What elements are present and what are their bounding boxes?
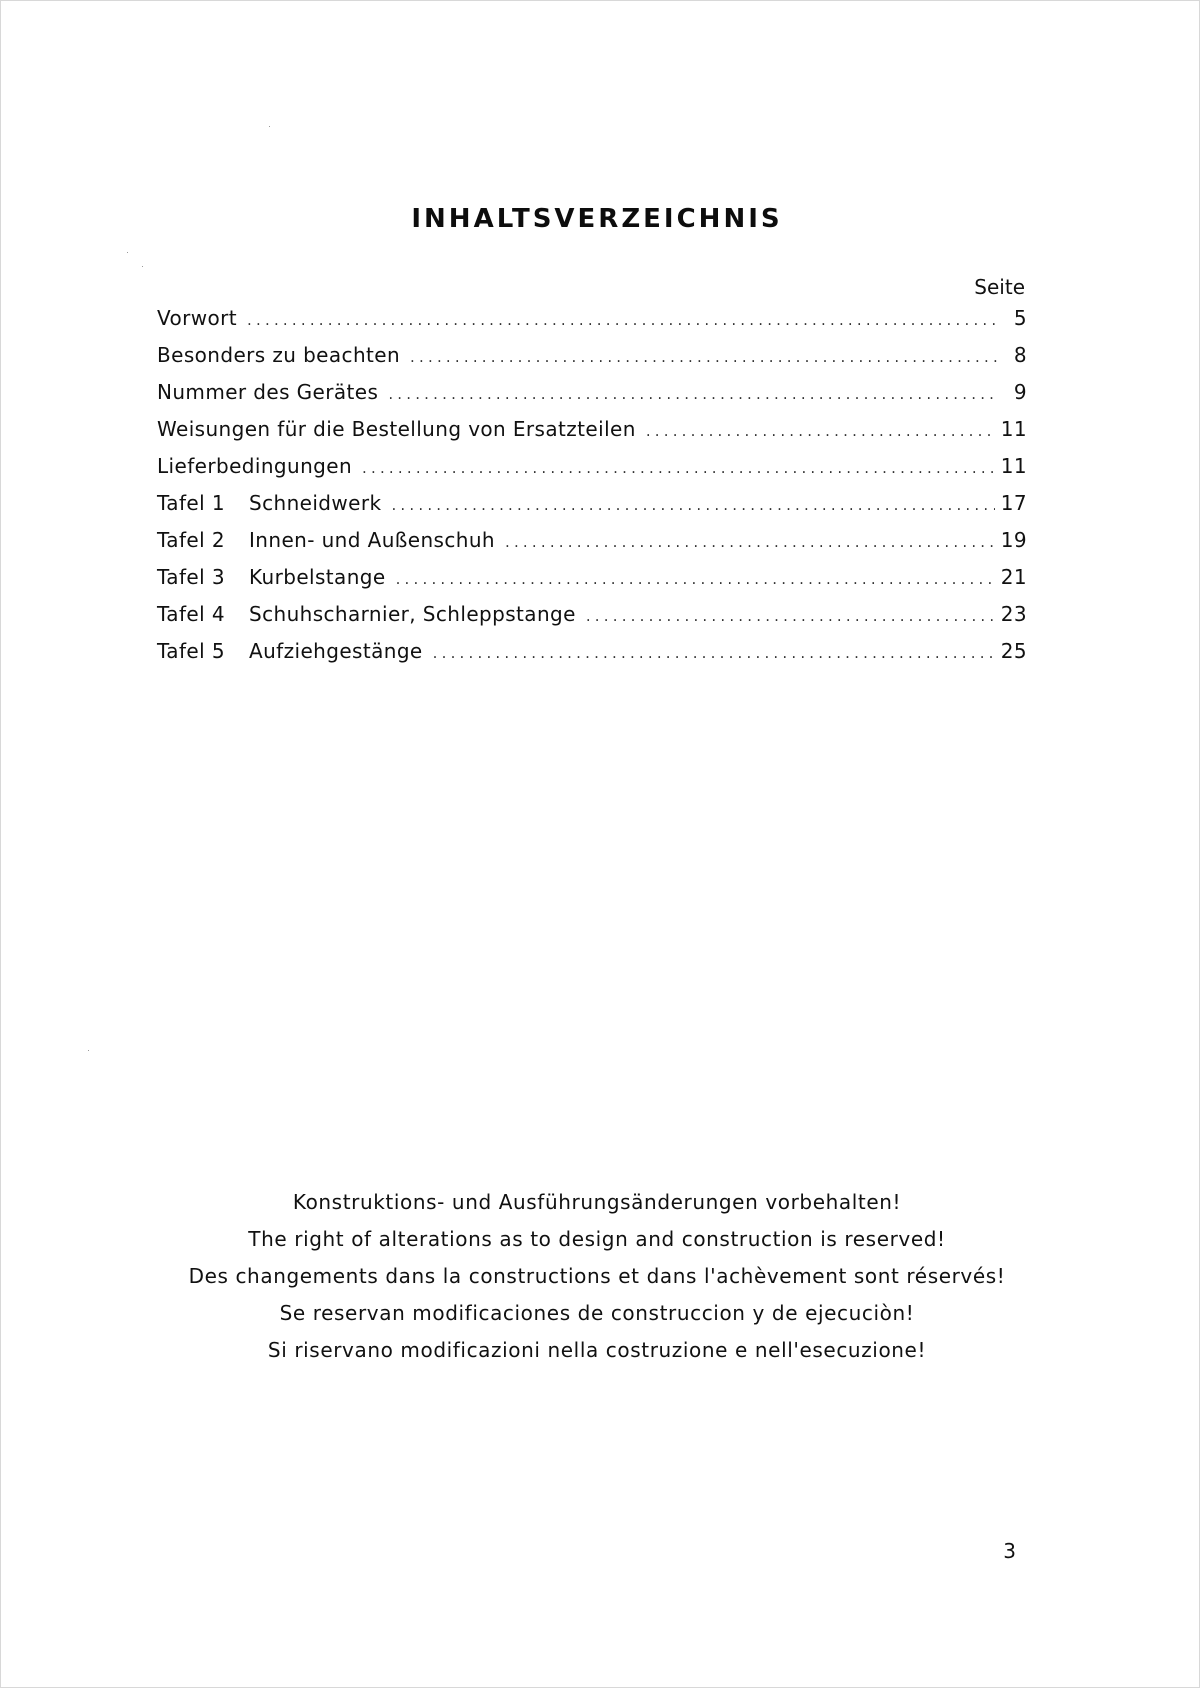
toc-entry-page: 23 [1000, 602, 1027, 626]
toc-entry-label: Besonders zu beachten [157, 343, 401, 367]
toc-entry-page: 25 [1000, 639, 1027, 663]
notice-line-german: Konstruktions- und Ausführungsänderungen vorbehalten! [292, 1190, 902, 1214]
toc-entry-page: 17 [1000, 491, 1027, 515]
toc-entry [157, 565, 1027, 602]
toc-entry-label: Weisungen für die Bestellung von Ersatzteilen [157, 417, 636, 441]
table-of-contents [157, 306, 1027, 676]
dot-leader [410, 348, 997, 366]
toc-entry-label: Lieferbedingungen [157, 454, 353, 478]
scan-speck [142, 266, 143, 267]
toc-entry-page: 9 [1013, 380, 1027, 404]
dot-leader [391, 496, 994, 514]
toc-entry-plate-number: Tafel 1 [157, 491, 225, 515]
toc-entry-plate-number: Tafel 4 [157, 602, 225, 626]
toc-entry [157, 306, 1027, 343]
dot-leader [396, 570, 995, 588]
notice-line-spanish: Se reservan modificaciones de construccion y de ejecuciòn! [279, 1301, 915, 1325]
toc-entry-label: Schneidwerk [249, 491, 382, 515]
toc-entry-page: 11 [1000, 417, 1027, 441]
dot-leader [433, 644, 995, 662]
toc-entry-plate-number: Tafel 5 [157, 639, 225, 663]
toc-entry-label: Schuhscharnier, Schleppstange [249, 602, 576, 626]
dot-leader [362, 459, 995, 477]
scan-speck [269, 126, 270, 127]
toc-entry [157, 343, 1027, 380]
toc-entry-page: 5 [1013, 306, 1027, 330]
dot-leader [505, 533, 995, 551]
toc-entry [157, 417, 1027, 454]
toc-entry [157, 491, 1027, 528]
toc-entry-label: Vorwort [157, 306, 238, 330]
reservation-notice [1, 1190, 1193, 1375]
toc-entry [157, 528, 1027, 565]
dot-leader [586, 607, 995, 625]
toc-entry-label: Innen- und Außenschuh [249, 528, 495, 552]
toc-entry [157, 602, 1027, 639]
page-title: INHALTSVERZEICHNIS [411, 204, 783, 234]
dot-leader [646, 422, 995, 440]
toc-page-column-header: Seite [974, 275, 1025, 299]
toc-entry [157, 380, 1027, 417]
toc-entry [157, 454, 1027, 491]
notice-line-italian: Si riservano modificazioni nella costruzione e nell'esecuzione! [267, 1338, 927, 1362]
scan-speck [88, 1050, 89, 1051]
toc-entry-page: 11 [1000, 454, 1027, 478]
page-number: 3 [1003, 1539, 1016, 1563]
notice-line-english: The right of alterations as to design and construction is reserved! [248, 1227, 946, 1251]
toc-entry-plate-number: Tafel 3 [157, 565, 225, 589]
toc-entry-label: Aufziehgestänge [249, 639, 423, 663]
notice-line-french: Des changements dans la constructions et dans l'achèvement sont réservés! [188, 1264, 1006, 1288]
scan-speck [127, 252, 128, 253]
dot-leader [247, 311, 997, 329]
toc-entry-label: Nummer des Gerätes [157, 380, 379, 404]
toc-entry-page: 21 [1000, 565, 1027, 589]
toc-entry-plate-number: Tafel 2 [157, 528, 225, 552]
toc-entry-label: Kurbelstange [249, 565, 386, 589]
toc-entry [157, 639, 1027, 676]
dot-leader [388, 385, 997, 403]
toc-entry-page: 19 [1000, 528, 1027, 552]
toc-entry-page: 8 [1013, 343, 1027, 367]
